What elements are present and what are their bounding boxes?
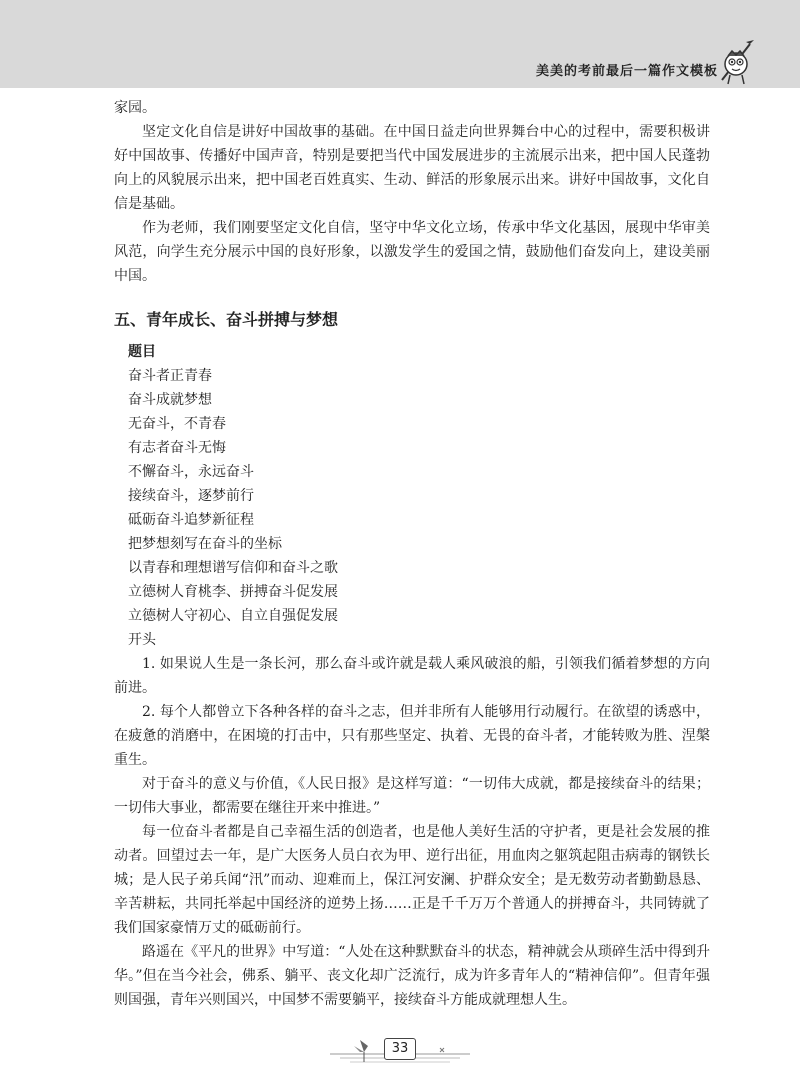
continuation-text: 家园。 <box>114 100 156 116</box>
paragraph: 2. 每个人都曾立下各种各样的奋斗之志，但并非所有人能够用行动履行。在欲望的诱惑中，在疲惫的消磨中，在困境的打击中，只有那些坚定、执着、无畏的奋斗者，才能转败为胜、涅槃重生。 <box>114 704 710 768</box>
section-title: 五、青年成长、奋斗拼搏与梦想 <box>114 310 339 329</box>
list-item: 立德树人守初心、自立自强促发展 <box>128 608 338 624</box>
titles-list <box>114 364 710 628</box>
paragraph: 路遥在《平凡的世界》中写道：“人处在这种默默奋斗的状态，精神就会从琐碎生活中得到升华。”但在当今社会，佛系、躺平、丧文化却广泛流行，成为许多青年人的“精神信仰”。但青年强则国强，青年兴则国兴，中国梦不需要躺平，接续奋斗方能成就理想人生。 <box>114 944 710 1008</box>
paragraph: 对于奋斗的意义与价值，《人民日报》是这样写道：“一切伟大成就，都是接续奋斗的结果；一切伟大事业，都需要在继往开来中推进。” <box>114 776 710 816</box>
header-title: 美美的考前最后一篇作文模板 <box>535 64 718 79</box>
paragraph: 每一位奋斗者都是自己幸福生活的创造者，也是他人美好生活的守护者，更是社会发展的推动者。回望过去一年，是广大医务人员白衣为甲、逆行出征，用血肉之躯筑起阻击病毒的钢铁长城；是人民子弟兵闻“汛”而动、迎难而上，保江河安澜、护群众安全；是无数劳动者勤勤恳恳、辛苦耕耘，共同托举起中国经济的逆势上扬……正是千千万万个普通人的拼搏奋斗，共同铸就了我们国家豪情万丈的砥砺前行。 <box>114 824 710 936</box>
main-content <box>114 96 710 1012</box>
paragraph: 坚定文化自信是讲好中国故事的基础。在中国日益走向世界舞台中心的过程中，需要积极讲好中国故事、传播好中国声音，特别是要把当代中国发展进步的主流展示出来，把中国人民蓬勃向上的风貌展示出来，把中国老百姓真实、生动、鲜活的形象展示出来。讲好中国故事，文化自信是基础。 <box>114 124 710 212</box>
opening-label: 开头 <box>128 632 156 648</box>
list-item: 奋斗者正青春 <box>128 368 212 384</box>
page-header <box>0 0 800 88</box>
paragraph: 作为老师，我们刚要坚定文化自信，坚守中华文化立场，传承中华文化基因，展现中华审美风范，向学生充分展示中国的良好形象，以激发学生的爱国之情，鼓励他们奋发向上，建设美丽中国。 <box>114 220 710 284</box>
list-item: 有志者奋斗无悔 <box>128 440 226 456</box>
page-number: 33 <box>384 1038 416 1060</box>
page-footer <box>0 1028 800 1078</box>
mascot-icon <box>716 40 756 86</box>
list-item: 砥砺奋斗追梦新征程 <box>128 512 254 528</box>
paragraph: 1. 如果说人生是一条长河，那么奋斗或许就是载人乘风破浪的船，引领我们循着梦想的方向前进。 <box>114 656 710 696</box>
list-item: 接续奋斗，逐梦前行 <box>128 488 254 504</box>
list-item: 以青春和理想谱写信仰和奋斗之歌 <box>128 560 338 576</box>
titles-label: 题目 <box>128 344 156 360</box>
list-item: 把梦想刻写在奋斗的坐标 <box>128 536 282 552</box>
list-item: 无奋斗，不青春 <box>128 416 226 432</box>
list-item: 立德树人育桃李、拼搏奋斗促发展 <box>128 584 338 600</box>
list-item: 奋斗成就梦想 <box>128 392 212 408</box>
list-item: 不懈奋斗，永远奋斗 <box>128 464 254 480</box>
